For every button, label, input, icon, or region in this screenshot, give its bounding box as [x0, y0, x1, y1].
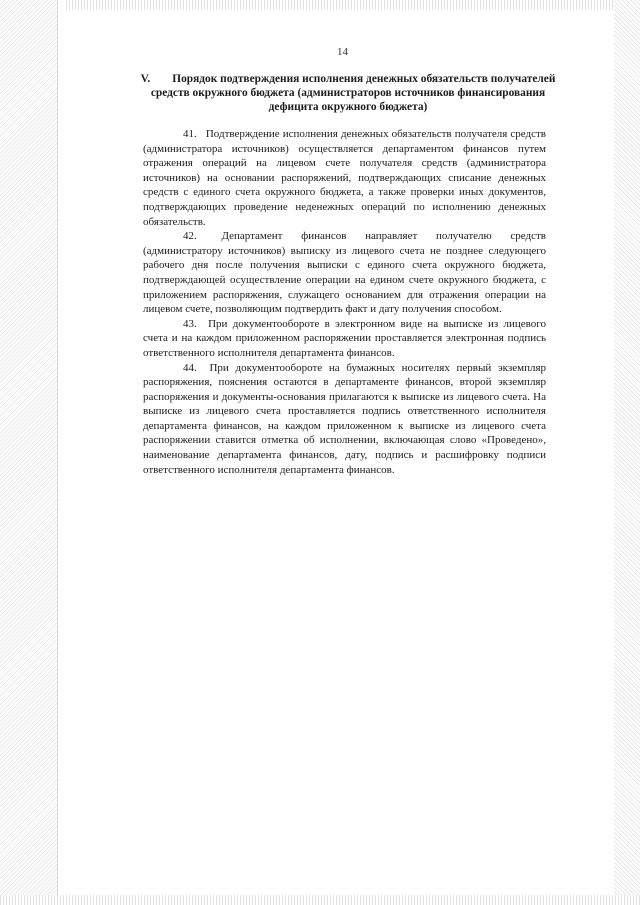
section-title-text: Порядок подтверждения исполнения денежных обязательств получателей средств окружного бюджета (администраторов источников финансирования дефицита окружного бюджета) — [150, 73, 556, 113]
paragraph-41 — [143, 127, 546, 229]
paragraph-43 — [143, 317, 546, 361]
paragraph-text: Подтверждение исполнения денежных обязательств получателя средств (администратора источников) осуществляется департаментом финансов путем отражения операций на лицевом счете получателя средств (администратора источников) на основании распоряжений, подтверждающих списание денежных средств с единого счета окружного бюджета, а также проверки иных документов, подтверждающих проведение неденежных операций по исполнению денежных обязательств. — [143, 128, 547, 228]
paragraph-number: 43. — [183, 317, 197, 330]
document-body — [143, 127, 546, 477]
paragraph-number: 41. — [183, 128, 197, 140]
section-number: V. — [140, 73, 151, 85]
scan-border-bottom — [0, 895, 640, 905]
scan-border-left-margin — [57, 0, 64, 905]
scan-border-left — [0, 0, 57, 905]
paragraph-number: 42. — [183, 230, 197, 243]
paragraph-text: При документообороте на бумажных носителях первый экземпляр распоряжения, пояснения остаются в департаменте финансов, второй экземпляр распоряжения и документы-основания прилагаются к выписке из лицевого счета. На выписке из лицевого счета проставляется подпись ответственного исполнителя департамента финансов, на каждом приложенном к выписке из лицевого счета распоряжении ставится отметка об исполнении, включающая слово «Проведено», наименование департамента финансов, дату, подпись и расшифровку подписи ответственного исполнителя департамента финансов. — [143, 361, 547, 476]
scan-border-top — [0, 0, 640, 10]
page-number: 14 — [337, 46, 348, 58]
section-title — [138, 72, 558, 114]
paragraph-44 — [143, 361, 546, 478]
paragraph-text: Департамент финансов направляет получателю средств (администратору источников) выписку из лицевого счета не позднее следующего рабочего дня после получения выписки с единого счета окружного бюджета, подтверждающей осуществление операции на едином счете окружного бюджета, с приложением распоряжения, служащего основанием для отражения операции на лицевом счете, позволяющим подтвердить факт и дату получения способом. — [143, 230, 547, 316]
paragraph-number: 44. — [183, 361, 197, 374]
paragraph-text: При документообороте в электронном виде на выписке из лицевого счета и на каждом приложенном распоряжении проставляется электронная подпись ответственного исполнителя департамента финансов. — [143, 317, 547, 359]
paragraph-42 — [143, 229, 546, 317]
scan-border-right — [614, 0, 640, 905]
